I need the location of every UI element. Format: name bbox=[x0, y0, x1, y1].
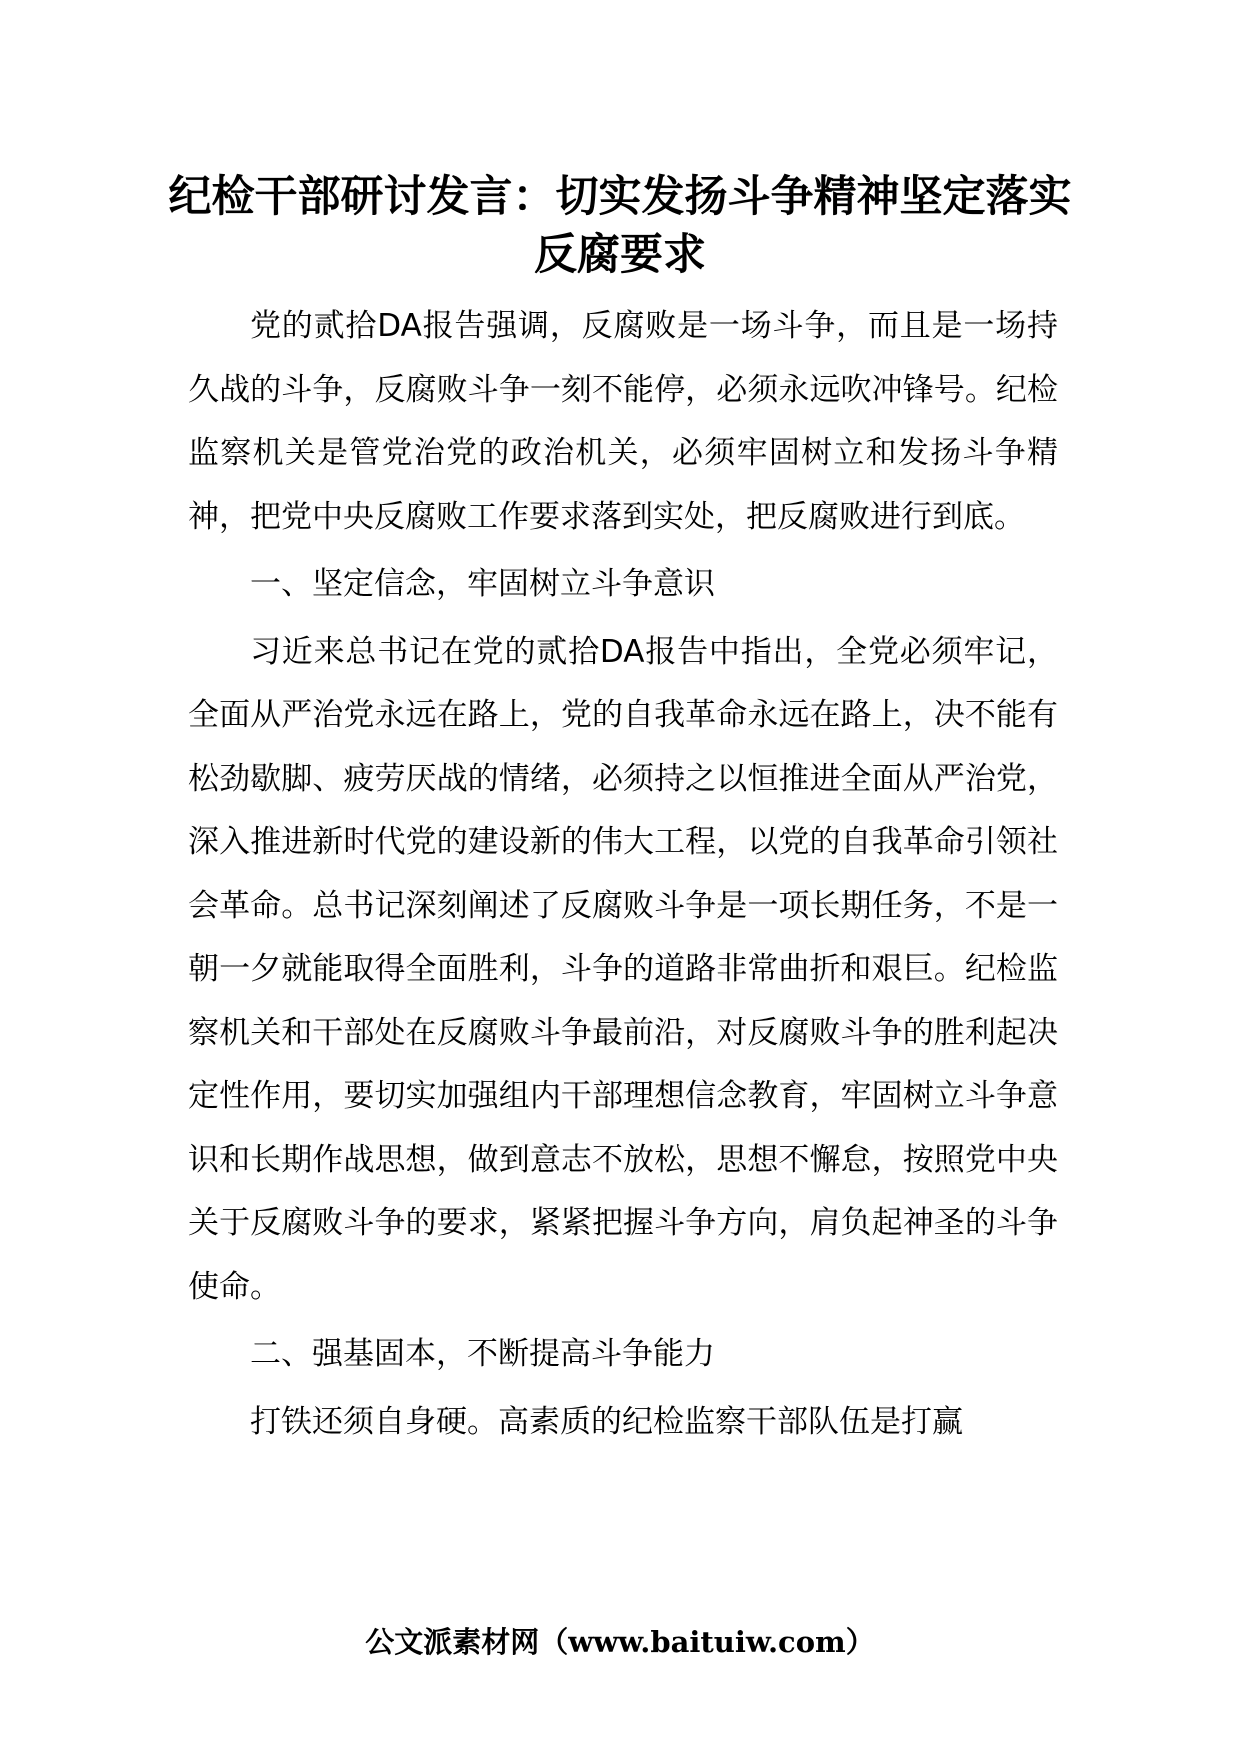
paragraph-section-2: 打铁还须自身硬。高素质的纪检监察干部队伍是打赢 bbox=[250, 1403, 963, 1440]
paragraph-intro: 党的贰拾DA报告强调，反腐败是一场斗争，而且是一场持久战的斗争，反腐败斗争一刻不能停，必须永远吹冲锋号。纪检监察机关是管党治党的政治机关，必须牢固树立和发扬斗争精神，把党中央反腐败工作要求落到实处，把反腐败进行到底。 bbox=[188, 308, 1058, 535]
paragraph-section-1: 习近来总书记在党的贰拾DA报告中指出，全党必须牢记，全面从严治党永远在路上，党的自我革命永远在路上，决不能有松劲歇脚、疲劳厌战的情绪，必须持之以恒推进全面从严治党，深入推进新时代党的建设新的伟大工程，以党的自我革命引领社会革命。总书记深刻阐述了反腐败斗争是一项长期任务，不是一朝一夕就能取得全面胜利，斗争的道路非常曲折和艰巨。纪检监察机关和干部处在反腐败斗争最前沿，对反腐败斗争的胜利起决定性作用，要切实加强组内干部理想信念教育，牢固树立斗争意识和长期作战思想，做到意志不放松，思想不懈怠，按照党中央关于反腐败斗争的要求，紧紧把握斗争方向，肩负起神圣的斗争使命。 bbox=[188, 633, 1058, 1305]
document-title: 纪检干部研讨发言：切实发扬斗争精神坚定落实反腐要求 bbox=[168, 172, 1072, 280]
footer-watermark: 公文派素材网（www.baituiw.com） bbox=[365, 1625, 875, 1659]
document-body bbox=[188, 295, 1058, 1454]
section-heading-1: 一、坚定信念，牢固树立斗争意识 bbox=[250, 566, 715, 602]
section-heading-2: 二、强基固本，不断提高斗争能力 bbox=[250, 1336, 715, 1372]
